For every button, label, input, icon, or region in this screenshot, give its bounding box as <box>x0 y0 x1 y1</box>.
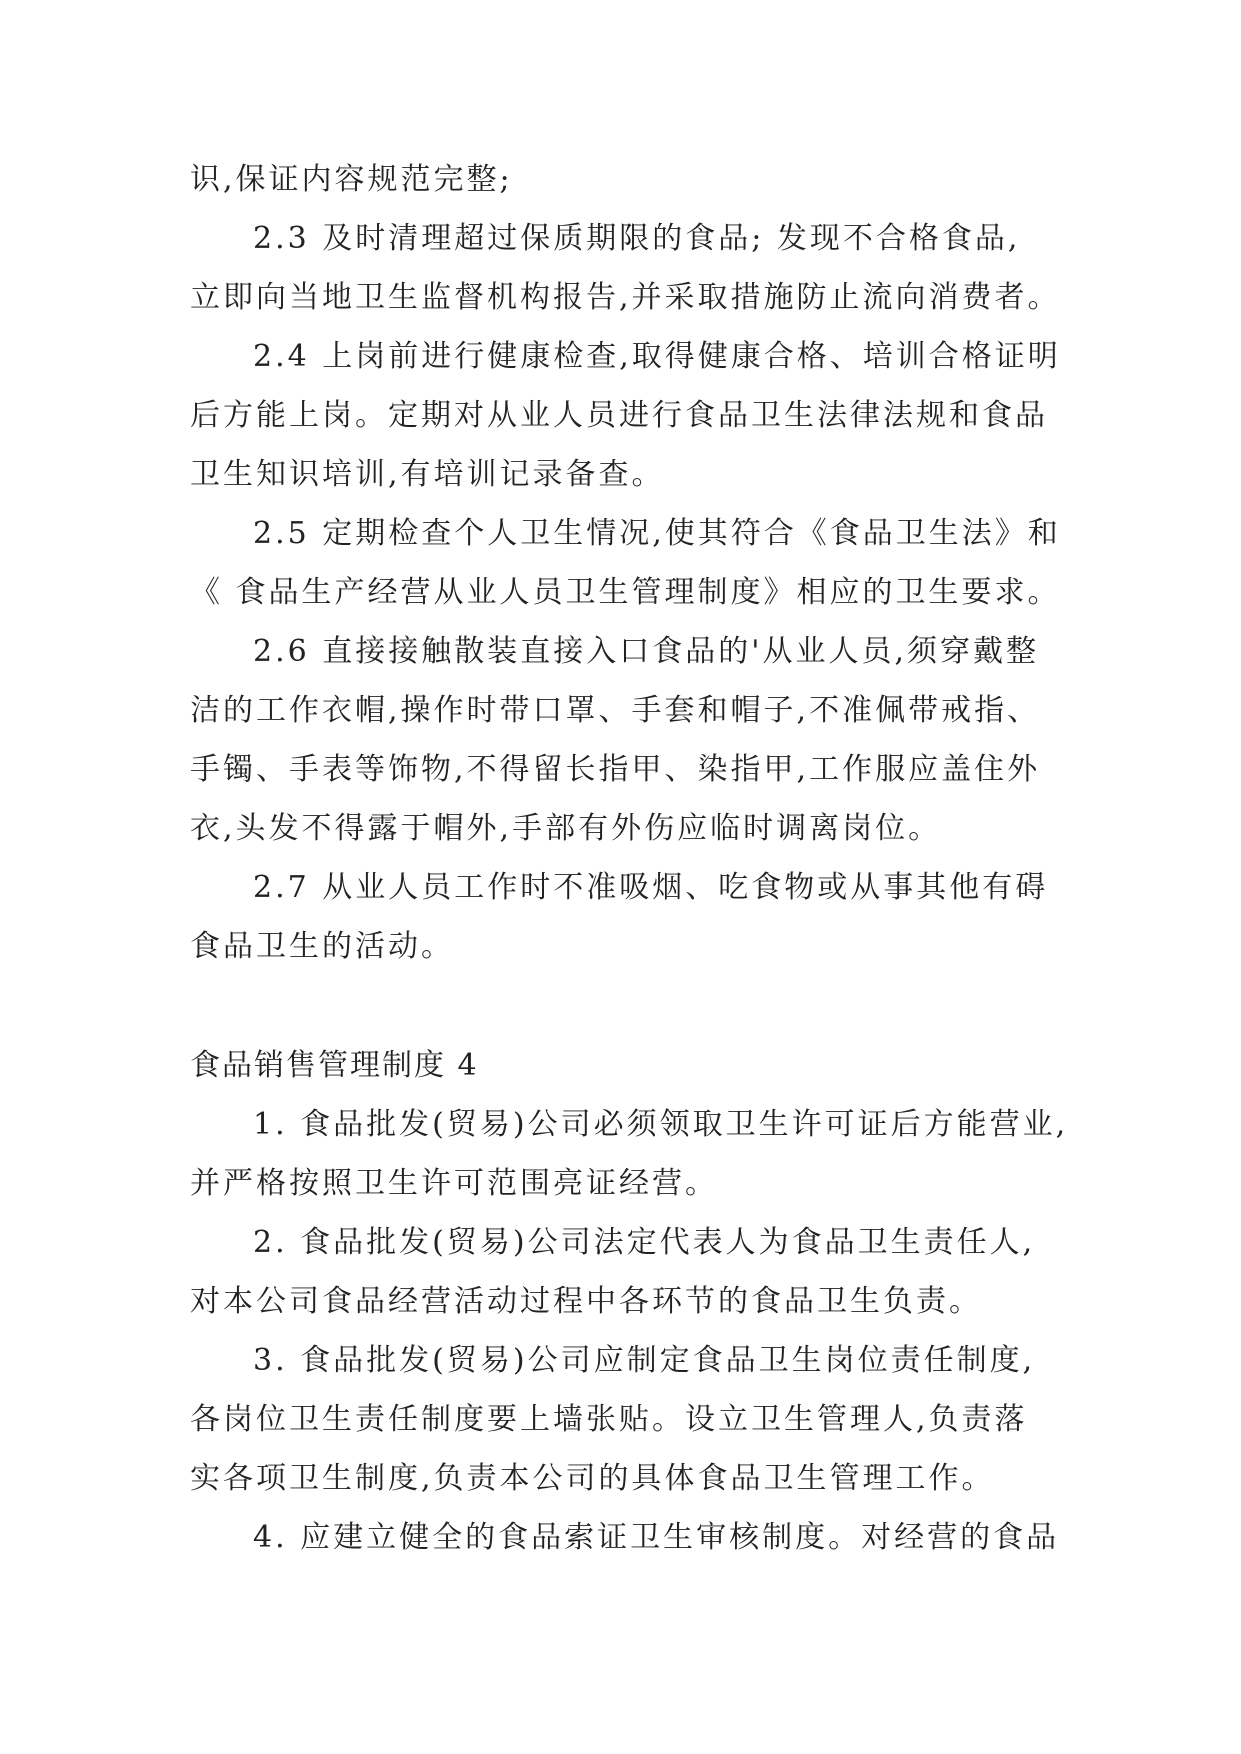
paragraph-2-3-line-1: 2.3 及时清理超过保质期限的食品; 发现不合格食品, <box>253 221 1021 256</box>
paragraph-2-3-line-2: 立即向当地卫生监督机构报告,并采取措施防止流向消费者。 <box>190 280 1061 315</box>
paragraph-2-4-line-1: 2.4 上岗前进行健康检查,取得健康合格、培训合格证明 <box>253 339 1061 374</box>
paragraph-2-7-line-2: 食品卫生的活动。 <box>190 929 454 964</box>
paragraph-2-7-line-1: 2.7 从业人员工作时不准吸烟、吃食物或从事其他有碍 <box>253 870 1049 905</box>
paragraph-2-6-line-4: 衣,头发不得露于帽外,手部有外伤应临时调离岗位。 <box>190 811 942 846</box>
paragraph-2-5-line-2: 《 食品生产经营从业人员卫生管理制度》相应的卫生要求。 <box>190 575 1061 610</box>
paragraph-2-5-line-1: 2.5 定期检查个人卫生情况,使其符合《食品卫生法》和 <box>253 516 1061 551</box>
item-1-line-1: 1. 食品批发(贸易)公司必须领取卫生许可证后方能营业, <box>253 1107 1069 1142</box>
item-3-line-3: 实各项卫生制度,负责本公司的具体食品卫生管理工作。 <box>190 1461 995 1496</box>
item-3-line-2: 各岗位卫生责任制度要上墙张贴。设立卫生管理人,负责落 <box>190 1402 1028 1437</box>
section-heading: 食品销售管理制度 4 <box>190 1048 479 1083</box>
paragraph-2-6-line-1: 2.6 直接接触散装直接入口食品的'从业人员,须穿戴整 <box>253 634 1040 669</box>
paragraph-2-6-line-3: 手镯、手表等饰物,不得留长指甲、染指甲,工作服应盖住外 <box>190 752 1041 787</box>
paragraph-2-6-line-2: 洁的工作衣帽,操作时带口罩、手套和帽子,不准佩带戒指、 <box>190 693 1041 728</box>
text-line: 识,保证内容规范完整; <box>190 162 513 197</box>
section-gap <box>190 976 1070 1036</box>
item-3-line-1: 3. 食品批发(贸易)公司应制定食品卫生岗位责任制度, <box>253 1343 1036 1378</box>
document-page <box>190 150 1070 1567</box>
item-2-line-2: 对本公司食品经营活动过程中各环节的食品卫生负责。 <box>190 1284 982 1319</box>
paragraph-2-4-line-2: 后方能上岗。定期对从业人员进行食品卫生法律法规和食品 <box>190 398 1048 433</box>
paragraph-2-4-line-3: 卫生知识培训,有培训记录备查。 <box>190 457 665 492</box>
item-2-line-1: 2. 食品批发(贸易)公司法定代表人为食品卫生责任人, <box>253 1225 1036 1260</box>
item-1-line-2: 并严格按照卫生许可范围亮证经营。 <box>190 1166 718 1201</box>
item-4-line-1: 4. 应建立健全的食品索证卫生审核制度。对经营的食品 <box>253 1520 1060 1555</box>
